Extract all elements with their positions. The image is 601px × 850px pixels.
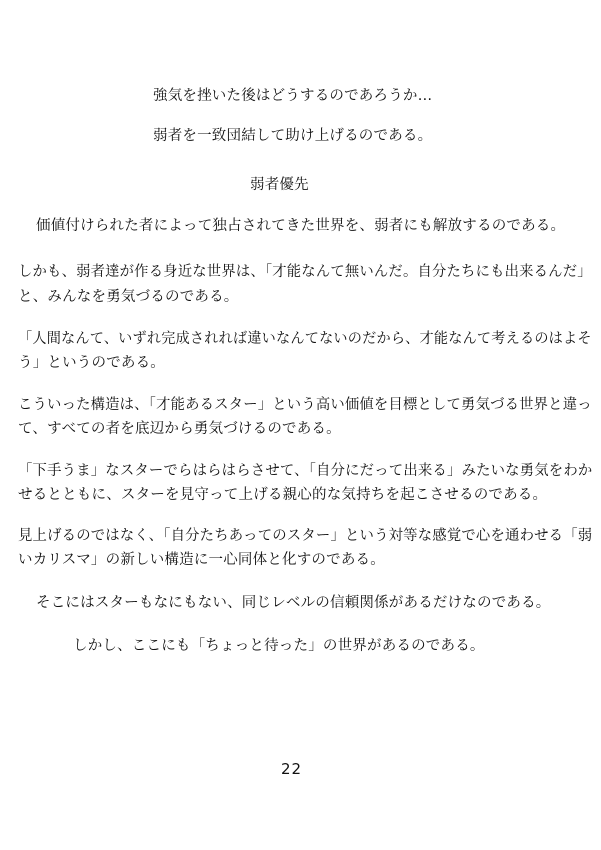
paragraph-line-13: いカリスマ」の新しい構造に一心同体と化すのである。 (18, 552, 385, 568)
paragraph-line-2: 弱者を一致団結して助け上げるのである。 (153, 128, 433, 144)
paragraph-line-14: そこにはスターもなにもない、同じレベルの信頼関係があるだけなのである。 (36, 595, 551, 611)
paragraph-line-10: 「下手うま」なスターでらはらはらさせて、「自分にだって出来る」みたいな勇気をわか (18, 463, 593, 479)
paragraph-line-9: て、すべての者を底辺から勇気づけるのである。 (18, 421, 341, 437)
paragraph-line-15: しかし、ここにも「ちょっと待った」の世界があるのである。 (73, 638, 485, 654)
paragraph-line-4: しかも、弱者達が作る身近な世界は、「才能なんて無いんだ。自分たちにも出来るんだ」 (18, 264, 592, 280)
paragraph-line-6: 「人間なんて、いずれ完成されれば違いなんてないのだから、才能なんて考えるのはよそ (18, 331, 592, 347)
paragraph-line-1: 強気を挫いた後はどうするのであろうか… (153, 88, 433, 104)
section-heading: 弱者優先 (250, 177, 309, 193)
paragraph-line-3: 価値付けられた者によって独占されてきた世界を、弱者にも解放するのである。 (36, 218, 566, 234)
paragraph-line-7: う」というのである。 (18, 355, 165, 371)
paragraph-line-11: せるとともに、スターを見守って上げる親心的な気持ちを起こさせるのである。 (18, 487, 548, 503)
page-number: 22 (281, 760, 303, 778)
paragraph-line-8: こういった構造は、「才能あるスター」という高い価値を目標として勇気づる世界と違っ (18, 397, 592, 413)
paragraph-line-12: 見上げるのではなく、「自分たちあってのスター」という対等な感覚で心を通わせる「弱 (18, 528, 593, 544)
paragraph-line-5: と、みんなを勇気づるのである。 (18, 289, 239, 305)
